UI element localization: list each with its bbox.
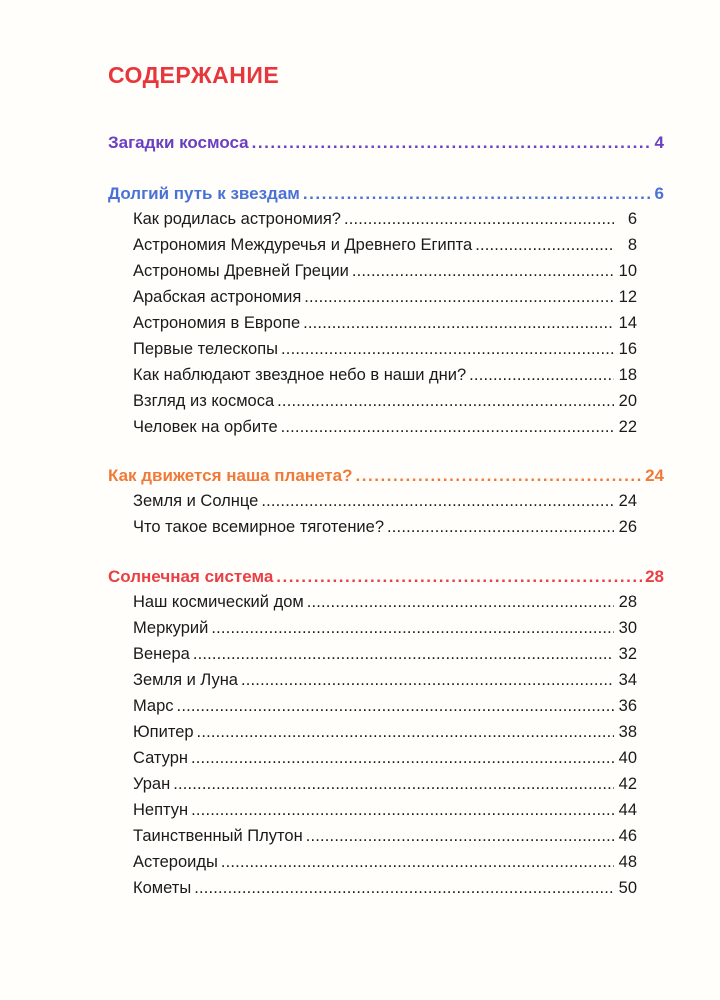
item-page-number: 8 <box>627 236 637 254</box>
dot-leader <box>469 366 614 385</box>
toc-item[interactable] <box>133 262 637 281</box>
item-title: Астрономия Междуречья и Древнего Египта <box>133 236 473 254</box>
item-page-number: 42 <box>618 775 637 793</box>
item-page-number: 34 <box>618 671 637 689</box>
dot-leader <box>306 827 614 846</box>
item-title: Уран <box>133 775 171 793</box>
dot-leader <box>177 697 614 716</box>
item-page-number: 6 <box>627 210 637 228</box>
dot-leader <box>344 210 614 229</box>
dot-leader <box>303 314 614 333</box>
toc-item[interactable] <box>133 697 637 716</box>
item-title: Взгляд из космоса <box>133 392 275 410</box>
item-title: Марс <box>133 697 174 715</box>
item-page-number: 22 <box>618 418 637 436</box>
dot-leader <box>304 288 614 307</box>
item-title: Как родилась астрономия? <box>133 210 341 228</box>
item-title: Астрономия в Европе <box>133 314 301 332</box>
toc-item[interactable] <box>133 492 637 511</box>
item-page-number: 14 <box>618 314 637 332</box>
toc-item[interactable] <box>133 366 637 385</box>
section-page-number: 28 <box>645 567 664 586</box>
section-page-number: 6 <box>654 184 664 203</box>
toc-item[interactable] <box>133 645 637 664</box>
toc-section-1[interactable] <box>108 133 664 153</box>
item-title: Земля и Солнце <box>133 492 259 510</box>
dot-leader <box>387 518 614 537</box>
item-page-number: 24 <box>618 492 637 510</box>
dot-leader <box>211 619 614 638</box>
item-title: Как наблюдают звездное небо в наши дни? <box>133 366 467 384</box>
dot-leader <box>241 671 614 690</box>
item-title: Что такое всемирное тяготение? <box>133 518 385 536</box>
item-page-number: 40 <box>618 749 637 767</box>
dot-leader <box>277 392 614 411</box>
item-page-number: 36 <box>618 697 637 715</box>
toc-item[interactable] <box>133 314 637 333</box>
toc-item[interactable] <box>133 288 637 307</box>
section-title: Долгий путь к звездам <box>108 184 300 203</box>
toc-section-4[interactable] <box>108 567 664 587</box>
item-page-number: 12 <box>618 288 637 306</box>
item-page-number: 20 <box>618 392 637 410</box>
dot-leader <box>281 340 614 359</box>
dot-leader <box>221 853 614 872</box>
item-title: Меркурий <box>133 619 209 637</box>
dot-leader <box>355 466 642 486</box>
item-page-number: 44 <box>618 801 637 819</box>
toc-item[interactable] <box>133 853 637 872</box>
toc-item[interactable] <box>133 801 637 820</box>
item-title: Сатурн <box>133 749 189 767</box>
dot-leader <box>173 775 614 794</box>
section-title: Как движется наша планета? <box>108 466 353 485</box>
toc-item[interactable] <box>133 593 637 612</box>
toc-item[interactable] <box>133 236 637 255</box>
toc-item[interactable] <box>133 619 637 638</box>
dot-leader <box>193 645 614 664</box>
item-page-number: 28 <box>618 593 637 611</box>
toc-item[interactable] <box>133 392 637 411</box>
item-title: Таинственный Плутон <box>133 827 303 845</box>
dot-leader <box>303 184 652 204</box>
section-title: Солнечная система <box>108 567 274 586</box>
toc-item[interactable] <box>133 723 637 742</box>
toc-item[interactable] <box>133 749 637 768</box>
item-page-number: 26 <box>618 518 637 536</box>
dot-leader <box>307 593 614 612</box>
toc-section-3[interactable] <box>108 466 664 486</box>
dot-leader <box>194 879 614 898</box>
section-page-number: 24 <box>645 466 664 485</box>
item-page-number: 38 <box>618 723 637 741</box>
toc-item[interactable] <box>133 827 637 846</box>
dot-leader <box>191 749 614 768</box>
item-page-number: 16 <box>618 340 637 358</box>
toc-item[interactable] <box>133 418 637 437</box>
toc-section-2[interactable] <box>108 184 664 204</box>
dot-leader <box>252 133 652 153</box>
item-title: Кометы <box>133 879 192 897</box>
toc-item[interactable] <box>133 518 637 537</box>
item-page-number: 10 <box>618 262 637 280</box>
item-page-number: 18 <box>618 366 637 384</box>
section-page-number: 4 <box>654 133 664 152</box>
dot-leader <box>261 492 614 511</box>
item-page-number: 46 <box>618 827 637 845</box>
toc-item[interactable] <box>133 340 637 359</box>
item-title: Наш космический дом <box>133 593 304 611</box>
dot-leader <box>276 567 642 587</box>
item-title: Земля и Луна <box>133 671 238 689</box>
dot-leader <box>191 801 614 820</box>
item-title: Астероиды <box>133 853 218 871</box>
dot-leader <box>352 262 614 281</box>
item-title: Нептун <box>133 801 189 819</box>
toc-item[interactable] <box>133 210 637 229</box>
item-title: Человек на орбите <box>133 418 278 436</box>
item-page-number: 48 <box>618 853 637 871</box>
item-page-number: 30 <box>618 619 637 637</box>
item-title: Юпитер <box>133 723 194 741</box>
item-title: Первые телескопы <box>133 340 279 358</box>
section-title: Загадки космоса <box>108 133 249 152</box>
toc-item[interactable] <box>133 775 637 794</box>
item-page-number: 32 <box>618 645 637 663</box>
dot-leader <box>475 236 614 255</box>
page-title: СОДЕРЖАНИЕ <box>108 62 280 88</box>
item-page-number: 50 <box>618 879 637 897</box>
toc-item[interactable] <box>133 671 637 690</box>
item-title: Астрономы Древней Греции <box>133 262 349 280</box>
toc-item[interactable] <box>133 879 637 898</box>
item-title: Венера <box>133 645 190 663</box>
dot-leader <box>197 723 614 742</box>
dot-leader <box>281 418 614 437</box>
item-title: Арабская астрономия <box>133 288 302 306</box>
